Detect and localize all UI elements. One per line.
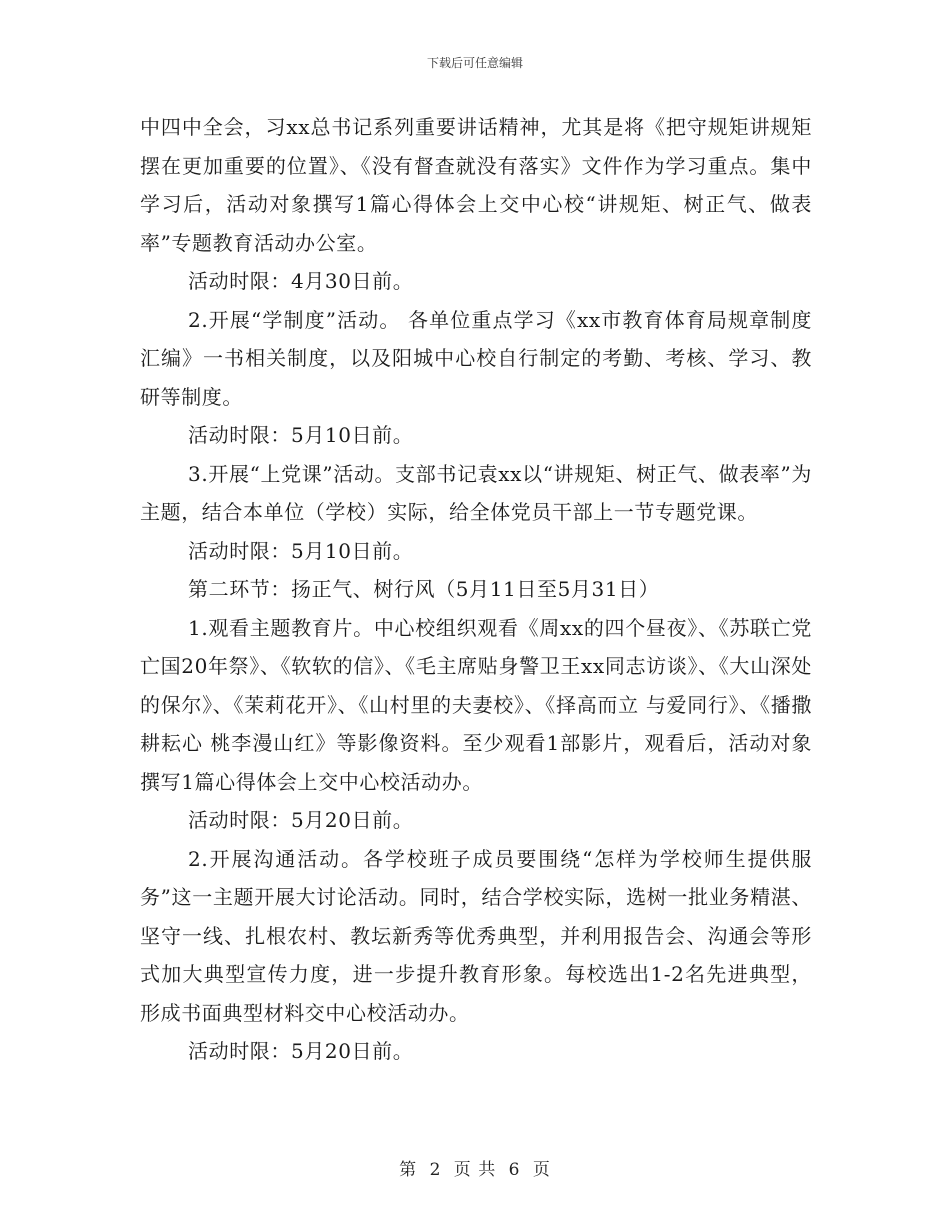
footer-prefix: 第 bbox=[399, 1160, 418, 1180]
paragraph-4: 活动时限：5月10日前。 bbox=[188, 423, 414, 447]
paragraph-11: 活动时限：5月20日前。 bbox=[188, 1039, 414, 1063]
footer-total-pages: 6 bbox=[508, 1160, 521, 1180]
paragraph-2: 活动时限：4月30日前。 bbox=[188, 269, 414, 293]
document-body bbox=[140, 108, 812, 1071]
paragraph-7: 第二环节：扬正气、树行风（5月11日至5月31日） bbox=[188, 577, 660, 601]
page-footer bbox=[0, 1155, 950, 1180]
footer-suffix: 页 bbox=[532, 1160, 551, 1180]
paragraph-8: 1.观看主题教育片。中心校组织观看《周xx的四个昼夜》、《苏联亡党亡国20年祭》、《软软的信》、《毛主席贴身警卫王xx同志访谈》、《大山深处的保尔》、《茉莉花开》、《山村里的夫妻校》、《择高而立 与爱同行》、《播撒耕耘心 桃李漫山红》等影像资料。至少观看1部影片，观看后，活动对象撰写1篇心得体会上交中心校活动办。 bbox=[140, 615, 812, 794]
paragraph-6: 活动时限：5月10日前。 bbox=[188, 538, 414, 563]
page-header: 下载后可任意编辑 bbox=[426, 56, 523, 70]
paragraph-3: 2.开展“学制度”活动。 各单位重点学习《xx市教育体育局规章制度汇编》一书相关制度，以及阳城中心校自行制定的考勤、考核、学习、教研等制度。 bbox=[140, 307, 812, 409]
footer-middle: 页 共 bbox=[453, 1160, 497, 1180]
paragraph-9: 活动时限：5月20日前。 bbox=[188, 808, 414, 832]
paragraph-10: 2.开展沟通活动。各学校班子成员要围绕“怎样为学校师生提供服务”这一主题开展大讨论活动。同时，结合学校实际，选树一批业务精湛、坚守一线、扎根农村、教坛新秀等优秀典型，并利用报告会、沟通会等形式加大典型宣传力度，进一步提升教育形象。每校选出1-2名先进典型，形成书面典型材料交中心校活动办。 bbox=[140, 846, 812, 1025]
paragraph-5: 3.开展“上党课”活动。支部书记袁xx以“讲规矩、树正气、做表率”为主题，结合本单位（学校）实际，给全体党员干部上一节专题党课。 bbox=[140, 461, 812, 524]
paragraph-1: 中四中全会，习xx总书记系列重要讲话精神，尤其是将《把守规矩讲规矩摆在更加重要的位置》、《没有督查就没有落实》文件作为学习重点。集中学习后，活动对象撰写1篇心得体会上交中心校“讲规矩、树正气、做表率”专题教育活动办公室。 bbox=[140, 115, 812, 255]
footer-page-number: 2 bbox=[429, 1160, 442, 1180]
